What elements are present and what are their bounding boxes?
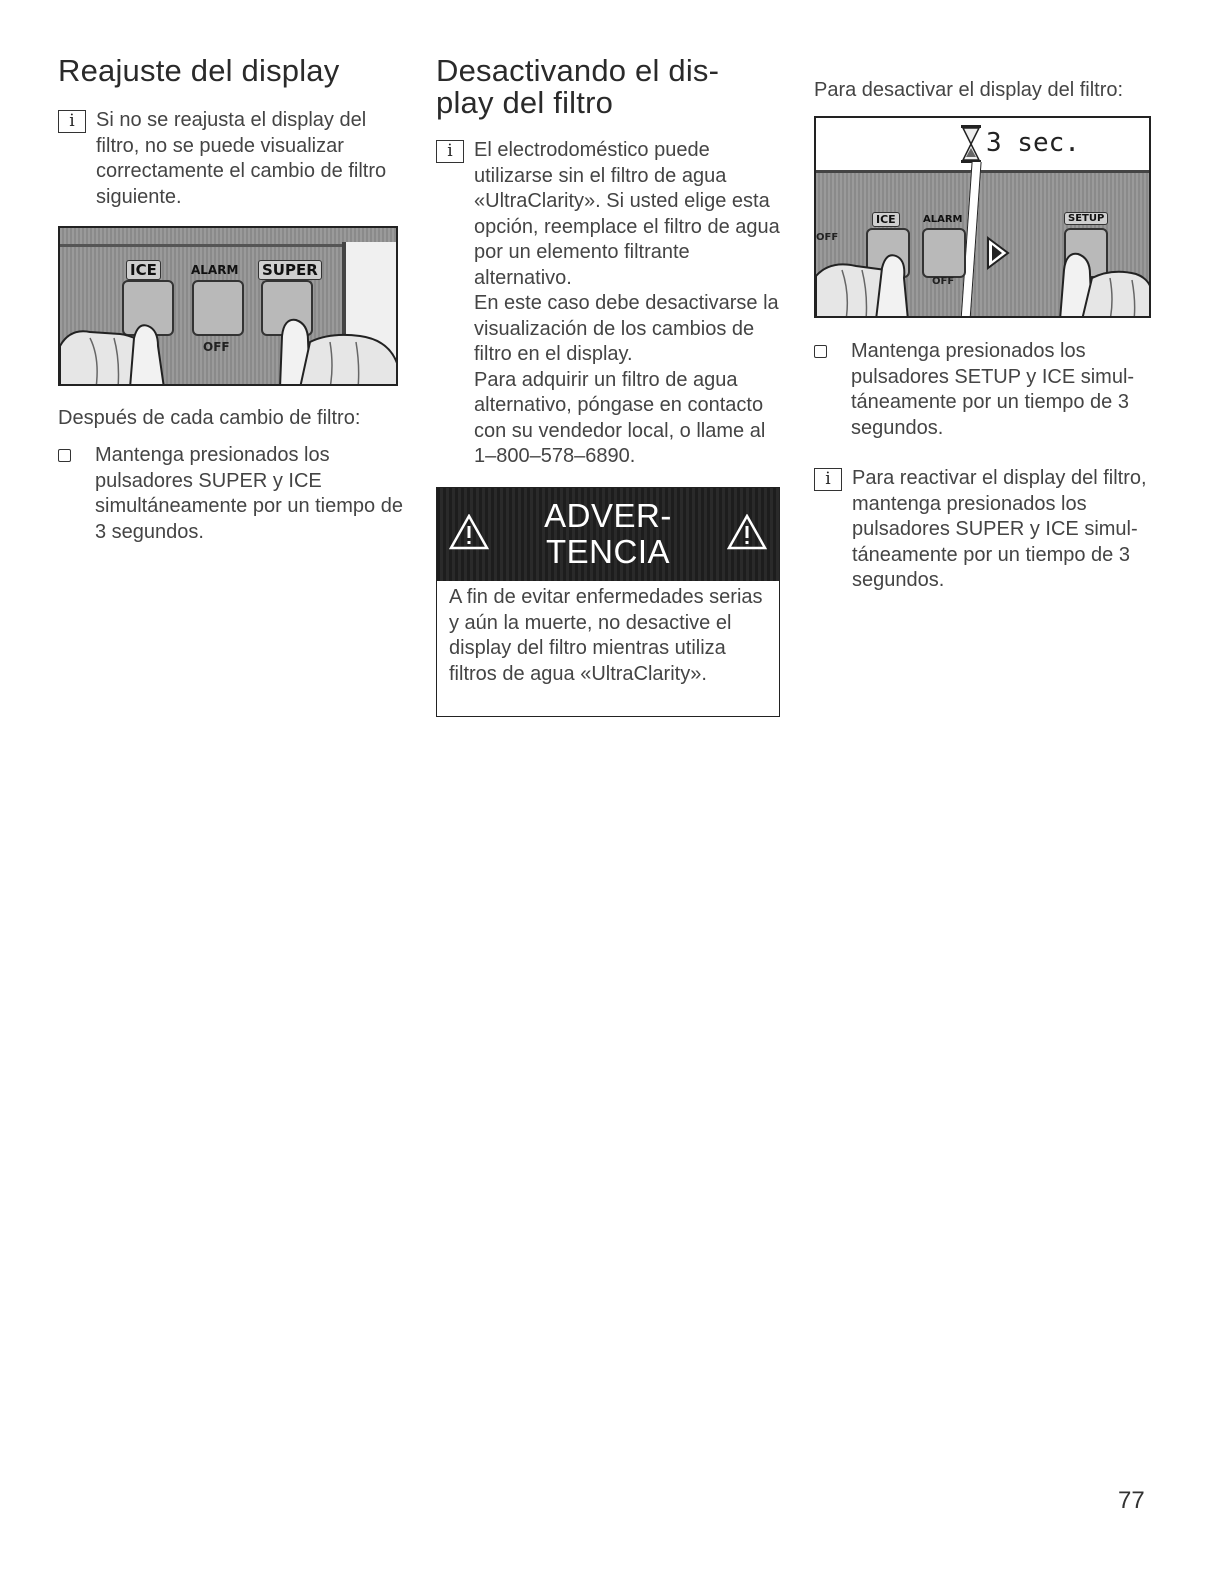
warning-title-line2: TENCIA: [545, 533, 670, 570]
checkbox-bullet-icon: [58, 449, 71, 462]
step-super-ice: [58, 443, 403, 545]
ice-label: ICE: [872, 212, 900, 227]
heading-reajuste: Reajuste del display: [58, 53, 340, 88]
warning-body: [437, 581, 779, 691]
info-icon: i: [58, 110, 86, 133]
warning-title-line1: ADVER-: [544, 497, 672, 534]
setup-label: SETUP: [1064, 212, 1108, 225]
off-label: OFF: [203, 340, 230, 354]
step-setup-ice-text: Mantenga presionados los pulsadores SETUP y ICE simul-táneamente por un tiempo de 3 segundos.: [851, 340, 1135, 439]
info-text-reactivar: Para reactivar el display del filtro, mantenga presionados los pulsadores SUPER y ICE simul-táneamente por un tiempo de 3 segundos.: [852, 467, 1147, 591]
alarm-button-graphic: [192, 280, 244, 336]
left-hand-icon: [816, 236, 926, 318]
step-setup-ice: [814, 339, 1159, 441]
ice-label: ICE: [126, 260, 161, 280]
info-icon: i: [436, 140, 464, 163]
warning-header: [437, 488, 779, 581]
timer-label: 3 sec.: [986, 128, 1080, 158]
super-label: SUPER: [258, 260, 322, 280]
off-label: OFF: [932, 276, 955, 287]
heading-desactivando-line2: play del filtro: [436, 85, 614, 120]
checkbox-bullet-icon: [814, 345, 827, 358]
control-panel-image-super-ice: [58, 226, 398, 386]
page-number: 77: [1118, 1487, 1145, 1514]
info-text-desactivando-1: El electrodoméstico puede utilizarse sin el filtro de agua «UltraClarity». Si usted elige esta opción, reemplace el filtro de agua por un elemento filtrante alternativo.: [474, 139, 780, 289]
intro-desactivar: Para desactivar el display del filtro:: [814, 79, 1124, 101]
warning-box: [436, 487, 780, 717]
control-panel-image-setup-ice: [814, 116, 1151, 318]
info-text-desactivando-2: En este caso debe desactivarse la visualización de los cambios de filtro en el display.: [474, 292, 779, 365]
alarm-label: ALARM: [923, 214, 963, 225]
info-note-reajuste: [58, 108, 388, 210]
warning-text: A fin de evitar enfermedades serias y aún la muerte, no desactive el display del filtro mientras utiliza filtros de agua «UltraClarity».: [449, 586, 763, 685]
off-left-label: OFF: [816, 232, 839, 243]
step-super-ice-text: Mantenga presionados los pulsadores SUPER y ICE simultáneamente por un tiempo de 3 segundos.: [95, 444, 403, 543]
info-text-reajuste: Si no se reajusta el display del filtro, no se puede visualizar correctamente el cambio de filtro siguiente.: [96, 109, 387, 208]
after-change-text: Después de cada cambio de filtro:: [58, 407, 361, 429]
right-hand-icon: [260, 296, 398, 386]
info-icon: i: [814, 468, 842, 491]
alarm-label: ALARM: [191, 263, 239, 277]
arrow-right-icon: [986, 236, 1010, 270]
warning-triangle-icon: [727, 514, 767, 550]
right-hand-icon: [1046, 230, 1151, 318]
hourglass-icon: [960, 124, 982, 164]
info-note-reactivar: [814, 466, 1164, 594]
left-hand-icon: [60, 298, 190, 386]
alarm-button-graphic: [922, 228, 966, 278]
info-note-desactivando: [436, 138, 781, 470]
info-text-desactivando-3: Para adquirir un filtro de agua alternativo, póngase en contacto con su vendedor local, o llame al 1–800–578–6890.: [474, 368, 766, 467]
heading-desactivando-line1: Desactivando el dis-: [436, 53, 720, 88]
